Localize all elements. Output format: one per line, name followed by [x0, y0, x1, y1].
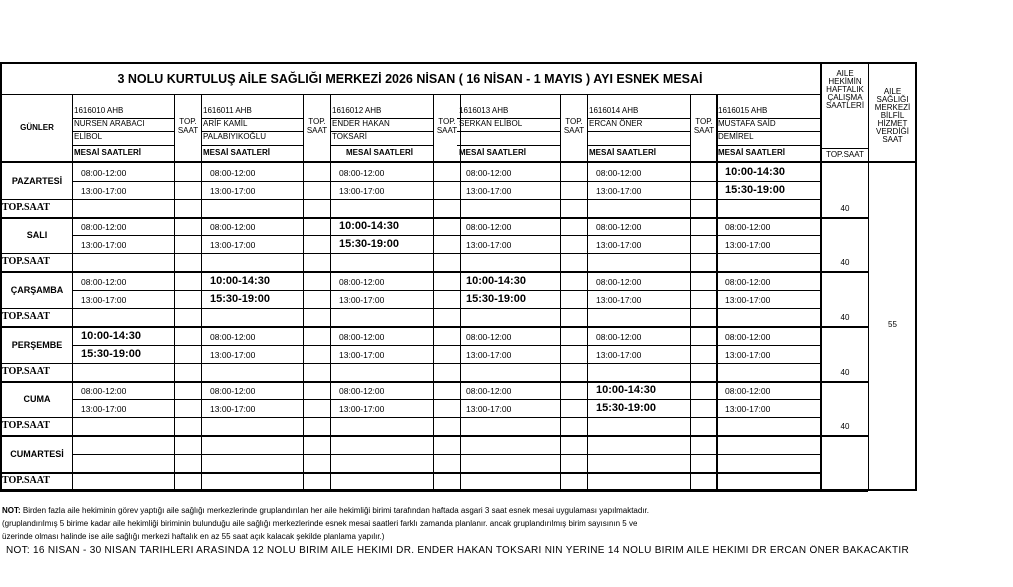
- doctor-name-line2: TOKSARİ: [332, 132, 367, 141]
- grid-line: [587, 145, 690, 146]
- day-name: PAZARTESİ: [11, 176, 63, 186]
- weekly-hours-value: 40: [840, 258, 850, 267]
- mesai-saatleri-label: MESAİ SAATLERİ: [459, 148, 526, 157]
- time-slot-afternoon: 15:30-19:00: [725, 184, 785, 196]
- time-slot-morning: 08:00-12:00: [81, 386, 127, 396]
- grid-line: [72, 145, 174, 146]
- doctor-name-line2: [589, 132, 689, 144]
- time-slot-afternoon: 13:00-17:00: [466, 240, 512, 250]
- time-slot-afternoon: 13:00-17:00: [725, 240, 771, 250]
- day-total-label: TOP.SAAT: [2, 420, 50, 431]
- day-total-label: TOP.SAAT: [2, 311, 50, 322]
- time-slot-morning: [725, 438, 825, 454]
- grid-line: [72, 161, 73, 489]
- doctor-name-line2: DEMİREL: [718, 132, 754, 141]
- day-total-label: TOP.SAAT: [2, 256, 50, 267]
- time-slot-morning: 08:00-12:00: [466, 332, 512, 342]
- day-total-label: TOP.SAAT: [2, 366, 50, 377]
- grid-line: [587, 94, 588, 490]
- weekly-hours-value: [822, 474, 868, 490]
- time-slot-morning: 08:00-12:00: [210, 222, 256, 232]
- time-slot-morning: 08:00-12:00: [466, 386, 512, 396]
- doctor-name-line1: ARİF KAMİL: [203, 119, 248, 128]
- time-slot-morning: 08:00-12:00: [210, 168, 256, 178]
- time-slot-morning: 10:00-14:30: [210, 275, 270, 287]
- time-slot-morning: 08:00-12:00: [81, 222, 127, 232]
- time-slot-afternoon: 13:00-17:00: [81, 404, 127, 414]
- doctor-code: 1616013 AHB: [459, 106, 509, 115]
- time-slot-afternoon: 13:00-17:00: [596, 295, 642, 305]
- time-slot-afternoon: 13:00-17:00: [596, 350, 642, 360]
- doctor-code: 1616015 AHB: [718, 106, 768, 115]
- time-slot-morning: 08:00-12:00: [466, 222, 512, 232]
- time-slot-afternoon: [725, 456, 825, 472]
- mesai-saatleri-label: MESAİ SAATLERİ: [74, 148, 141, 157]
- grid-line: [0, 271, 868, 273]
- time-slot-afternoon: 13:00-17:00: [725, 404, 771, 414]
- mesai-saatleri-label: MESAİ SAATLERİ: [589, 148, 656, 157]
- time-slot-afternoon: 13:00-17:00: [81, 295, 127, 305]
- day-name: SALI: [26, 230, 48, 240]
- time-slot-afternoon: 13:00-17:00: [210, 186, 256, 196]
- time-slot-morning: 08:00-12:00: [725, 332, 771, 342]
- time-slot-afternoon: 13:00-17:00: [339, 350, 385, 360]
- mesai-saatleri-label: MESAİ SAATLERİ: [718, 148, 785, 157]
- time-slot-morning: 08:00-12:00: [725, 222, 771, 232]
- time-slot-morning: 10:00-14:30: [725, 166, 785, 178]
- time-slot-afternoon: 13:00-17:00: [339, 404, 385, 414]
- weekly-hours-value: 40: [840, 368, 850, 377]
- grid-line: [0, 417, 820, 418]
- time-slot-morning: 08:00-12:00: [81, 277, 127, 287]
- day-total-label: TOP.SAAT: [2, 202, 50, 213]
- doctor-code: 1616012 AHB: [332, 106, 382, 115]
- time-slot-afternoon: 13:00-17:00: [466, 350, 512, 360]
- grid-line: [716, 145, 820, 146]
- time-slot-morning: 08:00-12:00: [596, 168, 642, 178]
- grid-line: [72, 290, 820, 291]
- doctor-name-line1: MUSTAFA SAİD: [718, 119, 776, 128]
- time-slot-afternoon: [596, 456, 696, 472]
- grid-line: [330, 145, 433, 146]
- time-slot-morning: 08:00-12:00: [596, 332, 642, 342]
- time-slot-afternoon: 15:30-19:00: [596, 402, 656, 414]
- note-line-3: üzerinde olması halinde ise aile sağlığı merkezi haftalık en az 55 saat açık kalacak şekilde planlama yapılır.): [2, 532, 385, 541]
- time-slot-afternoon: 13:00-17:00: [596, 240, 642, 250]
- doctor-name-line1: SERKAN ELİBOL: [459, 119, 523, 128]
- time-slot-morning: 08:00-12:00: [339, 386, 385, 396]
- time-slot-morning: 08:00-12:00: [466, 168, 512, 178]
- time-slot-morning: [466, 438, 566, 454]
- center-hours-header: AİLE SAĞLIĞI MERKEZİ BİLFİL HİZMET VERDİĞİ SAAT: [874, 88, 911, 144]
- time-slot-morning: 08:00-12:00: [339, 168, 385, 178]
- day-name: CUMA: [23, 394, 51, 404]
- time-slot-afternoon: [466, 456, 566, 472]
- grid-line: [0, 161, 916, 163]
- page-title: 3 NOLU KURTULUŞ AİLE SAĞLIĞI MERKEZİ 2026 NİSAN ( 16 NİSAN - 1 MAYIS ) AYI ESNEK MESAİ: [117, 72, 703, 86]
- doctor-code: 1616014 AHB: [589, 106, 639, 115]
- grid-line: [201, 145, 303, 146]
- time-slot-afternoon: 13:00-17:00: [210, 404, 256, 414]
- header-gunler: GÜNLER: [20, 123, 54, 132]
- time-slot-morning: [210, 438, 310, 454]
- doctor-name-line1: ENDER HAKAN: [332, 119, 390, 128]
- time-slot-afternoon: [81, 456, 181, 472]
- time-slot-morning: 08:00-12:00: [339, 332, 385, 342]
- top-saat-header: TOP. SAAT: [177, 118, 199, 135]
- time-slot-morning: 08:00-12:00: [725, 277, 771, 287]
- mesai-saatleri-label: MESAİ SAATLERİ: [203, 148, 270, 157]
- time-slot-afternoon: [339, 456, 439, 472]
- time-slot-morning: 10:00-14:30: [466, 275, 526, 287]
- doctor-name-line1: ERCAN ÖNER: [589, 119, 643, 128]
- time-slot-afternoon: 13:00-17:00: [339, 186, 385, 196]
- grid-line: [457, 145, 560, 146]
- doctor-name-line1: NURSEN ARABACI: [74, 119, 145, 128]
- time-slot-afternoon: 13:00-17:00: [339, 295, 385, 305]
- grid-line: [0, 472, 820, 474]
- time-slot-morning: [339, 438, 439, 454]
- note-line-1: [2, 506, 649, 515]
- mesai-saatleri-label: MESAİ SAATLERİ: [346, 148, 413, 157]
- grid-line: [72, 454, 820, 455]
- note-prefix: NOT:: [2, 506, 21, 515]
- time-slot-afternoon: 13:00-17:00: [466, 186, 512, 196]
- time-slot-afternoon: 15:30-19:00: [81, 348, 141, 360]
- time-slot-morning: 08:00-12:00: [596, 222, 642, 232]
- grid-line: [72, 399, 820, 400]
- weekly-hours-value: 40: [840, 313, 850, 322]
- grid-line: [0, 489, 917, 491]
- grid-line: [716, 94, 717, 490]
- weekly-hours-header: AİLE HEKİMİN HAFTALIK ÇALIŞMA SAATLERİ: [825, 70, 865, 110]
- note-line-4: NOT: 16 NİSAN - 30 NİSAN TARİHLERİ ARASINDA 12 NOLU BİRİM AİLE HEKİMİ DR. ENDER HAKAN TOKSARI NIN YERİNE 14 NOLU BİRİM AİLE HEKİMİ DR ERCAN ÖNER BAKACAKTIR: [6, 545, 910, 556]
- center-total-hours: 55: [888, 320, 897, 329]
- day-total-label: TOP.SAAT: [2, 475, 50, 486]
- grid-line: [72, 235, 820, 236]
- time-slot-afternoon: 15:30-19:00: [339, 238, 399, 250]
- time-slot-morning: 10:00-14:30: [339, 220, 399, 232]
- grid-line: [72, 94, 73, 162]
- grid-line: [820, 148, 868, 149]
- time-slot-morning: 08:00-12:00: [725, 386, 771, 396]
- grid-line: [72, 181, 820, 182]
- time-slot-afternoon: 15:30-19:00: [210, 293, 270, 305]
- time-slot-afternoon: [210, 456, 310, 472]
- grid-line: [0, 94, 820, 95]
- time-slot-afternoon: 13:00-17:00: [725, 350, 771, 360]
- grid-line: [0, 253, 820, 254]
- day-name: CUMARTESİ: [10, 449, 64, 459]
- top-saat-header: TOP. SAAT: [693, 118, 715, 135]
- time-slot-morning: 10:00-14:30: [81, 330, 141, 342]
- time-slot-afternoon: 13:00-17:00: [81, 186, 127, 196]
- time-slot-morning: 08:00-12:00: [339, 277, 385, 287]
- top-saat-header: TOP. SAAT: [436, 118, 458, 135]
- time-slot-morning: 08:00-12:00: [596, 277, 642, 287]
- time-slot-afternoon: 13:00-17:00: [466, 404, 512, 414]
- day-name: PERŞEMBE: [11, 340, 63, 350]
- time-slot-morning: [596, 438, 696, 454]
- top-saat-header: TOP. SAAT: [306, 118, 328, 135]
- time-slot-afternoon: 13:00-17:00: [596, 186, 642, 196]
- time-slot-afternoon: 13:00-17:00: [210, 240, 256, 250]
- doctor-code: 1616010 AHB: [74, 106, 124, 115]
- time-slot-morning: 10:00-14:30: [596, 384, 656, 396]
- doctor-name-line2: ELİBOL: [74, 132, 103, 141]
- doctor-name-line2: PALABIYIKOĞLU: [203, 132, 266, 141]
- grid-line: [72, 345, 820, 346]
- grid-line: [0, 435, 868, 437]
- time-slot-morning: 08:00-12:00: [81, 168, 127, 178]
- day-name: ÇARŞAMBA: [10, 285, 64, 295]
- weekly-top-saat-header: TOP.SAAT: [826, 150, 864, 159]
- grid-line: [915, 62, 917, 490]
- time-slot-morning: [81, 438, 181, 454]
- weekly-hours-value: 40: [840, 422, 850, 431]
- grid-line: [0, 308, 820, 309]
- time-slot-afternoon: 13:00-17:00: [81, 240, 127, 250]
- grid-line: [201, 94, 202, 490]
- doctor-code: 1616011 AHB: [203, 106, 252, 115]
- grid-line: [0, 199, 820, 200]
- time-slot-afternoon: 15:30-19:00: [466, 293, 526, 305]
- time-slot-morning: 08:00-12:00: [210, 386, 256, 396]
- doctor-name-line2: [459, 132, 559, 144]
- grid-line: [0, 363, 820, 364]
- time-slot-afternoon: 13:00-17:00: [210, 350, 256, 360]
- top-saat-header: TOP. SAAT: [563, 118, 585, 135]
- grid-line: [330, 94, 331, 490]
- time-slot-morning: 08:00-12:00: [210, 332, 256, 342]
- note-text-1: Birden fazla aile hekiminin görev yaptığı aile sağlığı merkezlerinde gruplandırılan her aile hekimliği birimi tarafından haftada asgari 3 saat esnek mesai uygulaması yapılmaktadır.: [20, 506, 649, 515]
- time-slot-afternoon: 13:00-17:00: [725, 295, 771, 305]
- note-line-2: (gruplandırılmış 5 birime kadar aile hekimliği biriminin bulunduğu aile sağlığı merkezlerinde esnek mesai saatleri farklı zamanda planlanır. ancak gruplandırılmış birim sayısının 5 ve: [2, 519, 638, 528]
- grid-line: [868, 62, 869, 490]
- weekly-hours-value: 40: [840, 204, 850, 213]
